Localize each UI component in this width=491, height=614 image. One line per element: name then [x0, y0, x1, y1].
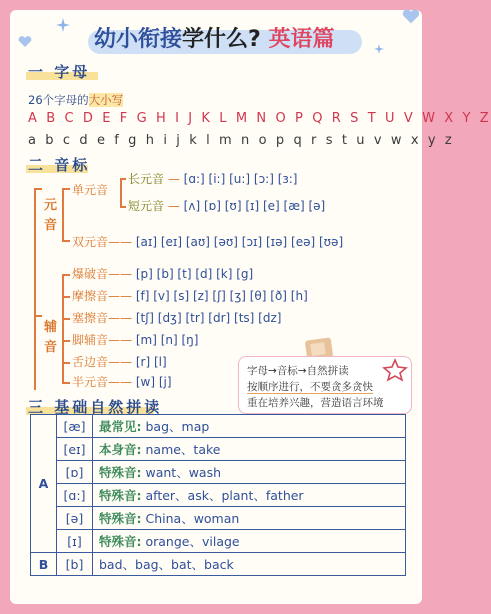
heart-icon	[402, 8, 420, 26]
phonics-table	[30, 414, 406, 576]
monophthong-label: 单元音	[72, 183, 109, 197]
consonant-row: 半元音—— [w] [j]	[72, 375, 172, 389]
diphthong-row: 双元音—— [aɪ] [eɪ] [aʊ] [əʊ] [ɔɪ] [ɪə] [eə] [ʊə]	[72, 235, 344, 249]
phonetic-cell: [ɪ]	[57, 530, 93, 553]
consonant-bracket	[62, 274, 64, 382]
star-icon	[374, 44, 384, 54]
section-heading-letters: 一 字母	[28, 63, 91, 81]
consonant-branch	[62, 382, 70, 384]
phonetic-cell: [ɒ]	[57, 461, 93, 484]
consonant-branch	[62, 362, 70, 364]
example-cell: 本身音: name、take	[93, 438, 406, 461]
star-icon	[56, 18, 70, 32]
example-cell: 特殊音: China、woman	[93, 507, 406, 530]
table-row	[31, 553, 406, 576]
letters-subtitle: 26个字母的大小写	[28, 93, 124, 107]
consonant-row: 爆破音—— [p] [b] [t] [d] [k] [g]	[72, 267, 254, 281]
example-cell: 特殊音: after、ask、plant、father	[93, 484, 406, 507]
group-label: A	[31, 415, 57, 553]
tree-trunk	[34, 188, 36, 390]
heart-icon	[18, 36, 32, 48]
short-vowel-row: 短元音 — [ʌ] [ɒ] [ʊ] [ɪ] [e] [æ] [ə]	[128, 199, 326, 213]
table-row	[31, 438, 406, 461]
consonant-branch	[62, 296, 70, 298]
consonant-branch	[62, 274, 70, 276]
vowel-bracket-branch	[62, 240, 70, 242]
section-heading-phonetics: 二 音标	[28, 156, 91, 174]
monophthong-bracket	[120, 178, 122, 208]
table-row	[31, 507, 406, 530]
consonant-branch	[62, 340, 70, 342]
example-cell: 特殊音: orange、vilage	[93, 530, 406, 553]
monophthong-branch	[120, 206, 126, 208]
table-row	[31, 415, 406, 438]
tree-branch	[34, 315, 42, 317]
group-label: B	[31, 553, 57, 576]
tip-line: 字母→音标→自然拼读	[247, 365, 349, 377]
consonant-row: 塞擦音—— [tʃ] [dʒ] [tr] [dr] [ts] [dz]	[72, 311, 282, 325]
consonant-label: 辅	[44, 320, 58, 335]
vowel-bracket	[62, 188, 64, 242]
long-vowel-row: 长元音 — [ɑ:] [i:] [u:] [ɔ:] [ɜ:]	[128, 172, 298, 186]
tree-branch	[34, 188, 42, 190]
example-cell: 特殊音: want、wash	[93, 461, 406, 484]
monophthong-branch	[120, 178, 126, 180]
consonant-branch	[62, 318, 70, 320]
phonetic-cell: [ə]	[57, 507, 93, 530]
consonant-row: 舌边音—— [r] [l]	[72, 355, 167, 369]
vowel-label: 元	[44, 198, 58, 213]
consonant-row: 摩擦音—— [f] [v] [s] [z] [ʃ] [ʒ] [θ] [ð] [h]	[72, 289, 308, 303]
tip-line: 重在培养兴趣，营造语言环境	[247, 397, 384, 409]
tip-line: 按顺序进行，不要贪多贪快	[247, 381, 373, 393]
lowercase-alphabet: a b c d e f g h i j k l m n o p q r s t u v w x y z	[28, 133, 455, 148]
example-cell: bad、bag、bat、back	[93, 553, 406, 576]
vowel-label: 音	[44, 218, 58, 233]
section-heading-phonics: 三 基础自然拼读	[28, 398, 163, 416]
phonetic-cell: [æ]	[57, 415, 93, 438]
uppercase-alphabet: A B C D E F G H I J K L M N O P Q R S T U V W X Y Z	[28, 111, 491, 126]
phonetic-cell: [b]	[57, 553, 93, 576]
table-row	[31, 461, 406, 484]
phonetic-cell: [ɑ:]	[57, 484, 93, 507]
consonant-label: 音	[44, 340, 58, 355]
study-tip-note	[238, 356, 412, 414]
page-title: 幼小衔接学什么? 英语篇	[94, 27, 335, 52]
phonetic-cell: [eɪ]	[57, 438, 93, 461]
consonant-row: 脚辅音—— [m] [n] [ŋ]	[72, 333, 199, 347]
vowel-bracket-branch	[62, 188, 70, 190]
example-cell: 最常见: bag、map	[93, 415, 406, 438]
table-row	[31, 530, 406, 553]
star-doodle-icon	[383, 359, 407, 381]
table-row	[31, 484, 406, 507]
